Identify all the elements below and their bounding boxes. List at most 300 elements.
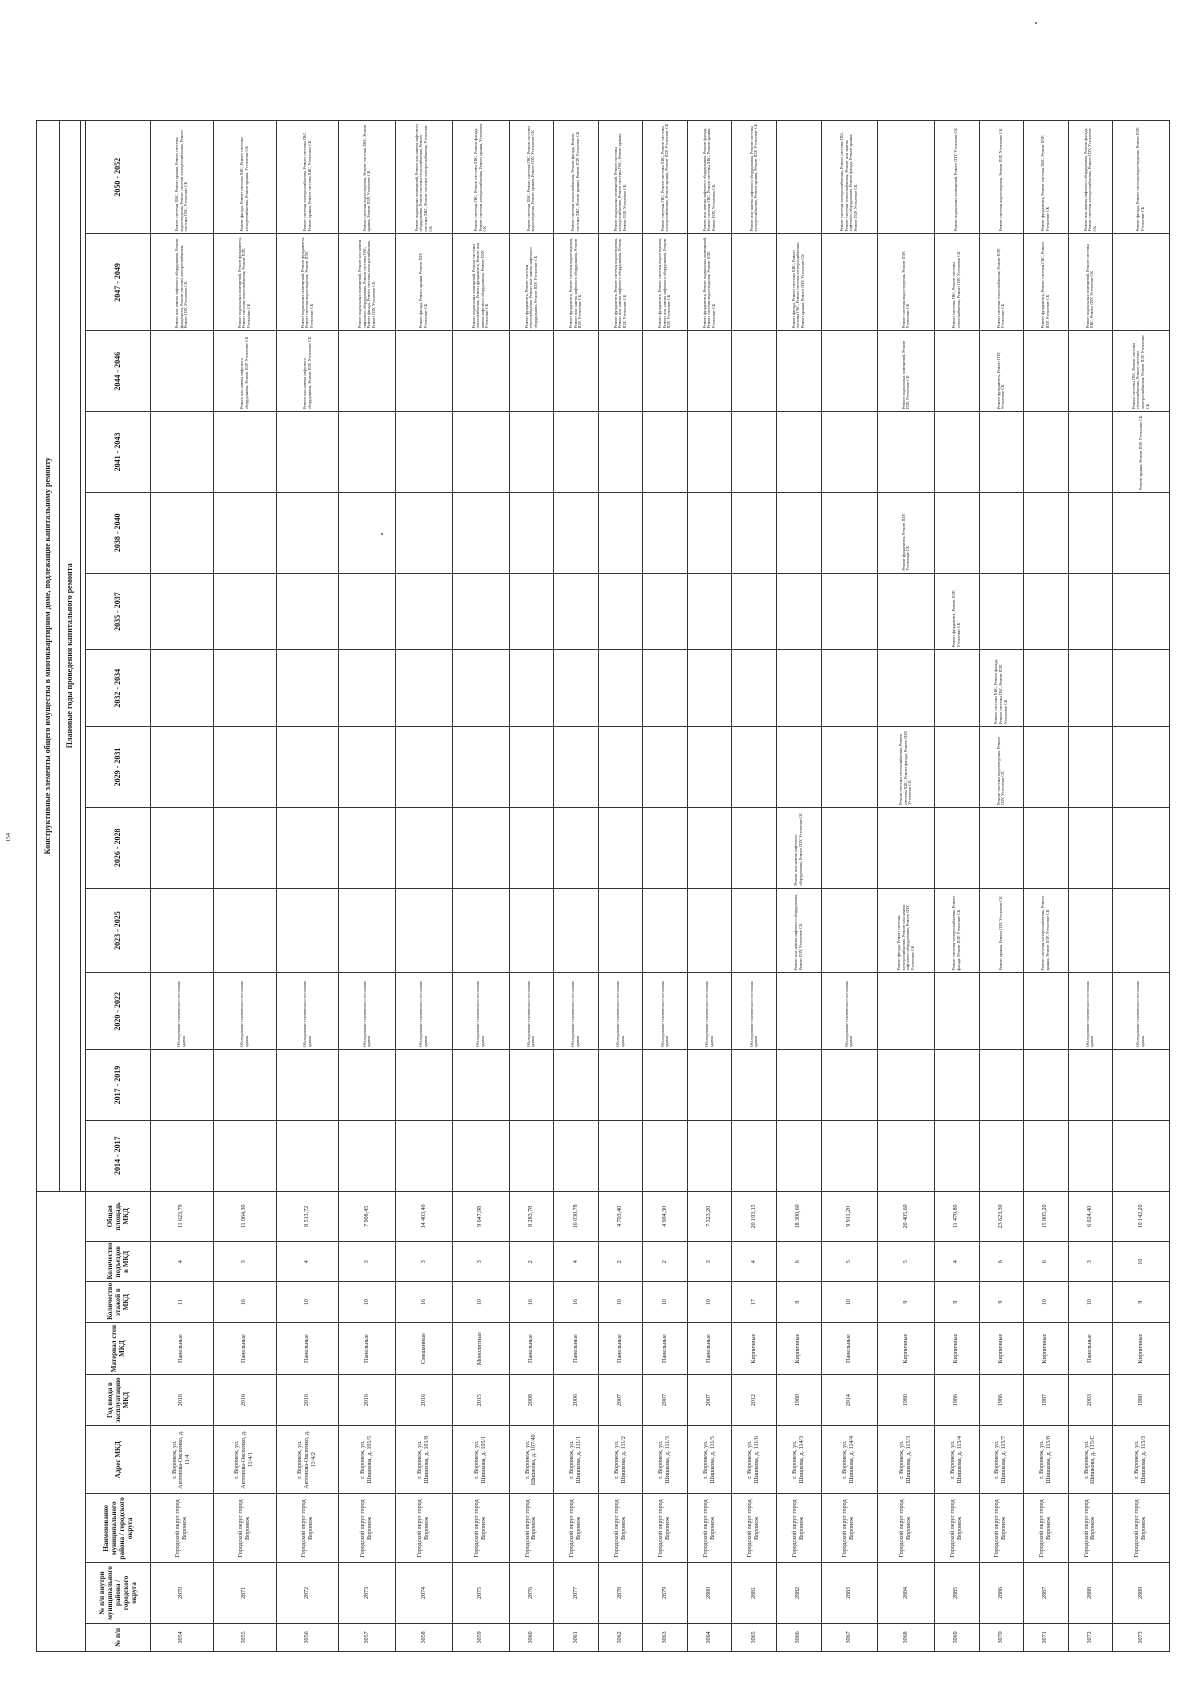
- table-row: [1113, 121, 1170, 1652]
- work-cell: [776, 973, 821, 1050]
- work-cell: [598, 888, 643, 973]
- row-wall-material: Панельные: [339, 1322, 396, 1375]
- work-cell: [979, 412, 1024, 493]
- work-cell: [776, 492, 821, 573]
- row-area: 11 623,79: [151, 1191, 214, 1242]
- work-cell: Обследование технического состояния здания: [821, 973, 878, 1050]
- work-cell: [339, 573, 396, 650]
- work-cell: Ремонт системы ХВС, Ремонт крыши, Ремонт системы водоотведения, Ремонт системы электроснабжения, Ремонт системы ГВС, Утепление СК: [151, 121, 214, 234]
- work-cell: [509, 412, 554, 493]
- work-cell: Обследование технического состояния здания: [213, 973, 276, 1050]
- row-municipal-num: 2889: [1113, 1563, 1170, 1624]
- row-num: 3059: [452, 1623, 509, 1651]
- row-num: 3062: [598, 1623, 643, 1651]
- work-cell: Ремонт подвальных помещений, Ремонт или замена лифтового оборудования, Ремонт системы ГВС, Ремонт фасада, Ремонт системы электроснабжения, Ремонт ПЗУ, Утепление СК: [339, 234, 396, 331]
- work-cell: [339, 492, 396, 573]
- row-wall-material: Панельные: [821, 1322, 878, 1375]
- work-cell: [396, 492, 453, 573]
- row-area: 4 703,40: [598, 1191, 643, 1242]
- work-cell: [687, 888, 732, 973]
- row-entrances: 5: [821, 1242, 878, 1282]
- work-cell: [979, 492, 1024, 573]
- work-cell: [452, 807, 509, 888]
- row-address: г. Воронеж, ул. Шишкова, д. 115/3: [1113, 1425, 1170, 1494]
- work-cell: Обследование технического состояния здания: [509, 973, 554, 1050]
- work-cell: Ремонт фасада, Ремонт системы ХВС, Ремонт системы электроснабжения, Ремонт крыши, Утепление СК: [213, 121, 276, 234]
- row-floors: 9: [1113, 1282, 1170, 1322]
- row-floors: 17: [732, 1282, 777, 1322]
- col-area: Общая площадь МКД: [86, 1191, 151, 1242]
- period-header: 2023 - 2025: [86, 888, 151, 973]
- work-cell: [509, 888, 554, 973]
- work-cell: [643, 888, 688, 973]
- work-cell: [339, 331, 396, 412]
- row-entrances: 3: [452, 1242, 509, 1282]
- work-cell: [1113, 573, 1170, 650]
- row-num: 3072: [1068, 1623, 1113, 1651]
- work-cell: Ремонт подвальных помещений, Ремонт фундамента, Ремонт системы теплоснабжения, Ремонт ПЗУ, Утепление СК: [213, 234, 276, 331]
- work-cell: [934, 492, 979, 573]
- work-cell: [643, 331, 688, 412]
- work-cell: [213, 573, 276, 650]
- work-cell: [1113, 727, 1170, 808]
- row-municipal-num: 2884: [878, 1563, 935, 1624]
- work-cell: [213, 1120, 276, 1191]
- work-cell: [687, 492, 732, 573]
- table-row: [276, 121, 339, 1652]
- row-num: 3065: [732, 1623, 777, 1651]
- work-cell: [598, 807, 643, 888]
- row-year-built: 1986: [934, 1375, 979, 1425]
- work-cell: Ремонт фундамента, Ремонт ПЗУ, Утепление СК: [934, 573, 979, 650]
- work-cell: Ремонт системы теплоснабжения, Ремонт ПЗУ, Утепление СК: [979, 234, 1024, 331]
- row-wall-material: Панельные: [687, 1322, 732, 1375]
- row-year-built: 2016: [339, 1375, 396, 1425]
- repair-schedule-table-frame: [36, 120, 1170, 1652]
- row-year-built: 2003: [1068, 1375, 1113, 1425]
- work-cell: [934, 1050, 979, 1121]
- row-num: 3069: [934, 1623, 979, 1651]
- work-cell: Ремонт крыши, Ремонт ПЗУ, Утепление СК: [979, 888, 1024, 973]
- row-address: г. Воронеж, ул. Шишкова, д. 114/3: [776, 1425, 821, 1494]
- row-municipality: Городской округ город Воронеж: [821, 1494, 878, 1563]
- period-header: 2035 - 2037: [86, 573, 151, 650]
- row-municipal-num: 2877: [554, 1563, 599, 1624]
- work-cell: Ремонт или замена лифтового оборудования, Ремонт фундамента, Ремонт системы электроснабжения, Ремонт ПЗУ, Утепление СК: [151, 234, 214, 331]
- work-cell: [509, 727, 554, 808]
- row-wall-material: Панельные: [151, 1322, 214, 1375]
- work-cell: Ремонт или замена лифтового оборудования, Ремонт фасада, Ремонт системы электроснабжения, Ремонт ПЗУ, Утепление СК: [1068, 121, 1113, 234]
- work-cell: [732, 727, 777, 808]
- work-cell: Ремонт фундамента, Ремонт системы водоотведения, Ремонт или замена лифтового оборудования, Ремонт ПЗУ, Утепление СК: [643, 234, 688, 331]
- work-cell: [643, 573, 688, 650]
- work-cell: [554, 1050, 599, 1121]
- work-cell: [151, 492, 214, 573]
- row-municipality: Городской округ город Воронеж: [934, 1494, 979, 1563]
- work-cell: [598, 727, 643, 808]
- row-wall-material: Панельные: [554, 1322, 599, 1375]
- work-cell: [776, 331, 821, 412]
- row-floors: 9: [776, 1282, 821, 1322]
- work-cell: Ремонт подвальных помещений, Ремонт системы теплоснабжения, Ремонт фундамента, Ремонт или замена лифтового оборудования, Ремонт ПЗУ, Утепление СК: [452, 234, 509, 331]
- row-year-built: 1980: [776, 1375, 821, 1425]
- work-cell: [821, 573, 878, 650]
- table-row: [1024, 121, 1069, 1652]
- period-header: 2038 - 2040: [86, 492, 151, 573]
- work-cell: [213, 492, 276, 573]
- work-cell: [396, 412, 453, 493]
- work-cell: [276, 1050, 339, 1121]
- work-cell: Ремонт системы электроснабжения, Ремонт системы ГВС, Ремонт системы теплоснабжения, Ремонт или замена лифтового оборудования, Ремонт фасада, Ремонт крыши, Ремонт ПЗУ, Утепление СК: [821, 121, 878, 234]
- work-cell: Обследование технического состояния здания: [554, 973, 599, 1050]
- work-cell: [1024, 331, 1069, 412]
- row-municipal-num: 2881: [732, 1563, 777, 1624]
- work-cell: [554, 650, 599, 727]
- row-address: г. Воронеж, ул. Шишкова, д. 111/1: [554, 1425, 599, 1494]
- row-municipal-num: 2879: [643, 1563, 688, 1624]
- work-cell: [934, 1120, 979, 1191]
- work-cell: [509, 492, 554, 573]
- work-cell: [339, 888, 396, 973]
- row-municipal-num: 2873: [339, 1563, 396, 1624]
- row-entrances: 4: [732, 1242, 777, 1282]
- work-cell: [509, 650, 554, 727]
- work-cell: [934, 331, 979, 412]
- work-cell: [339, 650, 396, 727]
- work-cell: [732, 573, 777, 650]
- work-cell: [1024, 412, 1069, 493]
- row-area: 16 030,78: [554, 1191, 599, 1242]
- row-num: 3060: [509, 1623, 554, 1651]
- row-floors: 9: [934, 1282, 979, 1322]
- work-cell: [339, 412, 396, 493]
- rotated-table-wrapper: [36, 120, 1170, 1652]
- row-wall-material: Панельные: [643, 1322, 688, 1375]
- scan-speck: [1035, 22, 1037, 24]
- work-cell: [554, 1120, 599, 1191]
- table-row: [598, 121, 643, 1652]
- work-cell: [276, 573, 339, 650]
- row-wall-material: Панельные: [509, 1322, 554, 1375]
- work-cell: [934, 412, 979, 493]
- row-year-built: 2014: [821, 1375, 878, 1425]
- work-cell: [1113, 807, 1170, 888]
- row-num: 3063: [643, 1623, 688, 1651]
- work-cell: Ремонт системы ГВС, Ремонт системы ХВС, Ремонт системы электроснабжения, Ремонт крыши, Ремонт ПЗУ, Утепление СК: [643, 121, 688, 234]
- row-municipal-num: 2876: [509, 1563, 554, 1624]
- row-num: 3071: [1024, 1623, 1069, 1651]
- row-address: г. Воронеж, ул. Шишкова, д. 115/С: [1068, 1425, 1113, 1494]
- work-cell: Ремонт фундамента, Ремонт ПЗУ, Утепление СК: [878, 492, 935, 573]
- table-row: [821, 121, 878, 1652]
- work-cell: [1024, 727, 1069, 808]
- work-cell: [878, 650, 935, 727]
- work-cell: [979, 1120, 1024, 1191]
- work-cell: Обследование технического состояния здания: [151, 973, 214, 1050]
- work-cell: Ремонт подвальных помещений, Ремонт ПЗУ, Утепление СК: [934, 121, 979, 234]
- col-municipal-num: № п/п внутри муниципального района / городского округа: [86, 1563, 151, 1624]
- work-cell: [687, 412, 732, 493]
- row-municipality: Городской округ город Воронеж: [276, 1494, 339, 1563]
- work-cell: [1068, 573, 1113, 650]
- table-row: [452, 121, 509, 1652]
- period-header: 2047 - 2049: [86, 234, 151, 331]
- table-row: [509, 121, 554, 1652]
- work-cell: [934, 727, 979, 808]
- row-address: г. Воронеж, ул. Шишкова, д. 101/8: [396, 1425, 453, 1494]
- page-number: 154: [6, 833, 12, 842]
- row-wall-material: Кирпичные: [878, 1322, 935, 1375]
- work-cell: [1024, 573, 1069, 650]
- table-row: [776, 121, 821, 1652]
- period-header: 2020 - 2022: [86, 973, 151, 1050]
- row-address: г. Воронеж, ул. Шишкова, д. 111/5: [687, 1425, 732, 1494]
- period-header: 2026 - 2028: [86, 807, 151, 888]
- row-municipality: Городской округ город Воронеж: [776, 1494, 821, 1563]
- work-cell: [643, 727, 688, 808]
- work-cell: [213, 412, 276, 493]
- work-cell: [878, 973, 935, 1050]
- work-cell: [687, 331, 732, 412]
- row-area: 8 283,78: [509, 1191, 554, 1242]
- table-title: Конструктивные элементы общего имущества в многоквартирном доме, подлежащие капитальному ремонту: [37, 121, 60, 1192]
- work-cell: Обследование технического состояния здания: [687, 973, 732, 1050]
- work-cell: [151, 727, 214, 808]
- row-address: г. Воронеж, ул. Шишкова, д. 107/40: [509, 1425, 554, 1494]
- work-cell: [509, 573, 554, 650]
- row-municipality: Городской округ город Воронеж: [598, 1494, 643, 1563]
- work-cell: Ремонт подвальных помещений, Ремонт ПЗУ, Утепление СК: [878, 331, 935, 412]
- work-cell: [452, 888, 509, 973]
- work-cell: [598, 650, 643, 727]
- row-wall-material: Кирпичные: [1113, 1322, 1170, 1375]
- row-entrances: 3: [339, 1242, 396, 1282]
- work-cell: Ремонт системы водоотведения, Ремонт системы ХВС, Ремонт крыши, Ремонт ПЗУ, Утепление СК: [339, 121, 396, 234]
- work-cell: [213, 650, 276, 727]
- work-cell: [276, 492, 339, 573]
- work-cell: Обследование технического состояния здания: [732, 973, 777, 1050]
- work-cell: [687, 727, 732, 808]
- row-num: 3068: [878, 1623, 935, 1651]
- work-cell: Ремонт системы ХВС, Ремонт системы ГВС, Ремонт системы водоотведения, Ремонт крыши, Ремонт ПЗУ, Утепление СК: [509, 121, 554, 234]
- row-entrances: 4: [151, 1242, 214, 1282]
- row-municipality: Городской округ город Воронеж: [396, 1494, 453, 1563]
- work-cell: [732, 1050, 777, 1121]
- row-municipal-num: 2886: [979, 1563, 1024, 1624]
- col-floors: Количество этажей в МКД: [86, 1282, 151, 1322]
- work-cell: [509, 1050, 554, 1121]
- work-cell: Ремонт системы теплоснабжения, Ремонт фасада, Ремонт системы ХВС, Ремонт крыши, Ремонт ПЗУ, Утепление СК: [554, 121, 599, 234]
- work-cell: [452, 650, 509, 727]
- row-municipality: Городской округ город Воронеж: [339, 1494, 396, 1563]
- work-cell: [821, 888, 878, 973]
- row-wall-material: Монолитные: [452, 1322, 509, 1375]
- work-cell: [732, 234, 777, 331]
- work-cell: Ремонт или замена лифтового оборудования, Ремонт ПЗУ, Утепление СК: [276, 331, 339, 412]
- row-address: г. Воронеж, ул. Антонова-Овсеенко, д. 11/4/2: [276, 1425, 339, 1494]
- row-year-built: 2008: [509, 1375, 554, 1425]
- row-floors: 10: [1024, 1282, 1069, 1322]
- work-cell: Ремонт подвальных помещений, Ремонт или замена лифтового оборудования, Ремонт системы теплоснабжения, Ремонт системы ХВС, Ремонт системы электроснабжения, Утепление СК: [396, 121, 453, 234]
- row-year-built: 2007: [687, 1375, 732, 1425]
- row-entrances: 3: [396, 1242, 453, 1282]
- row-floors: 9: [979, 1282, 1024, 1322]
- row-num: 3070: [979, 1623, 1024, 1651]
- work-cell: [732, 331, 777, 412]
- row-year-built: 2012: [732, 1375, 777, 1425]
- work-cell: [821, 650, 878, 727]
- work-cell: [643, 1120, 688, 1191]
- work-cell: Ремонт фасада, Ремонт системы электроснабжения, Ремонт или замена лифтового оборудования, Ремонт ПЗУ, Утепление СК: [878, 888, 935, 973]
- work-cell: [213, 807, 276, 888]
- row-area: 7 908,45: [339, 1191, 396, 1242]
- row-entrances: 3: [687, 1242, 732, 1282]
- row-address: г. Воронеж, ул. Шишкова, д. 111/6: [732, 1425, 777, 1494]
- row-area: 8 513,72: [276, 1191, 339, 1242]
- row-municipal-num: 2885: [934, 1563, 979, 1624]
- row-municipality: Городской округ город Воронеж: [151, 1494, 214, 1563]
- row-year-built: 1986: [979, 1375, 1024, 1425]
- work-cell: Ремонт или замена лифтового оборудования, Ремонт ПЗУ, Утепление СК: [776, 888, 821, 973]
- work-cell: [687, 807, 732, 888]
- work-cell: [276, 650, 339, 727]
- row-municipal-num: 2875: [452, 1563, 509, 1624]
- row-area: 18 300,60: [776, 1191, 821, 1242]
- row-num: 3067: [821, 1623, 878, 1651]
- work-cell: [598, 331, 643, 412]
- work-cell: Ремонт подвальных помещений, Ремонт фундамента, Ремонт системы водоотведения, Ремонт ПЗУ, Утепление СК: [276, 234, 339, 331]
- work-cell: [732, 888, 777, 973]
- work-cell: [643, 650, 688, 727]
- row-year-built: 1987: [1024, 1375, 1069, 1425]
- work-cell: Ремонт системы ХВС, Ремонт фасада, Ремонт системы ГВС, Ремонт ПЗУ, Утепление СК: [979, 650, 1024, 727]
- work-cell: Ремонт фундамента, Ремонт системы водоотведения, Ремонт или замена лифтового оборудования, Ремонт ПЗУ, Утепление СК: [554, 234, 599, 331]
- row-year-built: 1980: [878, 1375, 935, 1425]
- work-cell: [213, 727, 276, 808]
- row-wall-material: Кирпичные: [776, 1322, 821, 1375]
- work-cell: [821, 727, 878, 808]
- work-cell: [687, 573, 732, 650]
- row-wall-material: Кирпичные: [1024, 1322, 1069, 1375]
- work-cell: Ремонт фундамента, Ремонт подвальных помещений, Ремонт системы водоотведения, Ремонт ПЗУ, Утепление СК: [687, 234, 732, 331]
- work-cell: [821, 1050, 878, 1121]
- work-cell: [1024, 492, 1069, 573]
- work-cell: [687, 1050, 732, 1121]
- row-area: 11 470,80: [934, 1191, 979, 1242]
- work-cell: [396, 573, 453, 650]
- work-cell: [1113, 1120, 1170, 1191]
- work-cell: [151, 1120, 214, 1191]
- work-cell: [1113, 1050, 1170, 1121]
- work-cell: Ремонт фундамента, Ремонт системы водоотведения, Ремонт или замена лифтового оборудования, Ремонт ПЗУ, Утепление СК: [598, 234, 643, 331]
- work-cell: Обследование технического состояния здания: [1068, 973, 1113, 1050]
- work-cell: [276, 807, 339, 888]
- work-cell: [1068, 888, 1113, 973]
- work-cell: [643, 1050, 688, 1121]
- work-cell: [151, 1050, 214, 1121]
- work-cell: [452, 331, 509, 412]
- row-address: г. Воронеж, ул. Шишкова, д. 105/1: [452, 1425, 509, 1494]
- work-cell: [1024, 973, 1069, 1050]
- work-cell: [821, 331, 878, 412]
- row-year-built: 2007: [598, 1375, 643, 1425]
- work-cell: Ремонт или замена лифтового оборудования, Ремонт ПЗУ, Утепление СК: [776, 807, 821, 888]
- row-municipality: Городской округ город Воронеж: [509, 1494, 554, 1563]
- row-entrances: 4: [934, 1242, 979, 1282]
- row-entrances: 10: [1113, 1242, 1170, 1282]
- row-address: г. Воронеж, ул. Шишкова, д. 114/4: [821, 1425, 878, 1494]
- work-cell: [878, 573, 935, 650]
- row-floors: 10: [598, 1282, 643, 1322]
- work-cell: [878, 121, 935, 234]
- row-entrances: 4: [554, 1242, 599, 1282]
- work-cell: [732, 492, 777, 573]
- row-municipal-num: 2882: [776, 1563, 821, 1624]
- work-cell: Обследование технического состояния здания: [339, 973, 396, 1050]
- work-cell: [396, 331, 453, 412]
- row-num: 3066: [776, 1623, 821, 1651]
- row-wall-material: Кирпичные: [732, 1322, 777, 1375]
- work-cell: [1068, 650, 1113, 727]
- row-year-built: 2015: [452, 1375, 509, 1425]
- work-cell: Ремонт фундамента, Ремонт ПЗУ, Утепление СК: [979, 331, 1024, 412]
- work-cell: [276, 1120, 339, 1191]
- row-floors: 16: [396, 1282, 453, 1322]
- work-cell: [1113, 888, 1170, 973]
- row-wall-material: Панельные: [213, 1322, 276, 1375]
- work-cell: [1068, 412, 1113, 493]
- row-entrances: 3: [213, 1242, 276, 1282]
- row-wall-material: Панельные: [598, 1322, 643, 1375]
- col-entrances: Количество подъездов в МКД: [86, 1242, 151, 1282]
- work-cell: Ремонт подвальных помещений, Ремонт системы ХВС, Ремонт ПЗУ, Утепление СК: [1068, 234, 1113, 331]
- row-address: г. Воронеж, ул. Шишкова, д. 101/5: [339, 1425, 396, 1494]
- work-cell: [878, 807, 935, 888]
- work-cell: [452, 573, 509, 650]
- row-floors: 10: [1068, 1282, 1113, 1322]
- work-cell: [396, 650, 453, 727]
- work-cell: [1068, 492, 1113, 573]
- work-cell: [776, 1120, 821, 1191]
- work-cell: Обследование технического состояния здания: [643, 973, 688, 1050]
- row-area: 14 403,40: [396, 1191, 453, 1242]
- period-header: 2032 - 2034: [86, 650, 151, 727]
- row-floors: 10: [452, 1282, 509, 1322]
- row-floors: 10: [276, 1282, 339, 1322]
- row-floors: 10: [643, 1282, 688, 1322]
- row-area: 15 805,20: [1024, 1191, 1069, 1242]
- row-address: г. Воронеж, ул. Шишкова, д. 111/2: [598, 1425, 643, 1494]
- period-header: 2029 - 2031: [86, 727, 151, 808]
- period-header: 2014 - 2017: [86, 1120, 151, 1191]
- work-cell: Ремонт системы электроснабжения, Ремонт системы ГВС, Ремонт крыши, Ремонт системы ХВС, Утепление СК: [276, 121, 339, 234]
- work-cell: [396, 1120, 453, 1191]
- work-cell: [1024, 1120, 1069, 1191]
- work-cell: [276, 412, 339, 493]
- work-cell: [776, 412, 821, 493]
- work-cell: [821, 807, 878, 888]
- work-cell: [151, 888, 214, 973]
- work-cell: Ремонт системы ГВС, Ремонт системы теплоснабжения, Ремонт системы электроснабжения, Ремонт ПЗУ, Утепление СК: [1113, 331, 1170, 412]
- work-cell: [276, 888, 339, 973]
- row-num: 3055: [213, 1623, 276, 1651]
- work-cell: [687, 1120, 732, 1191]
- work-cell: [934, 973, 979, 1050]
- row-entrances: 6: [1024, 1242, 1069, 1282]
- work-cell: [979, 807, 1024, 888]
- row-municipality: Городской округ город Воронеж: [452, 1494, 509, 1563]
- row-address: г. Воронеж, ул. Шишкова, д. 115/3: [878, 1425, 935, 1494]
